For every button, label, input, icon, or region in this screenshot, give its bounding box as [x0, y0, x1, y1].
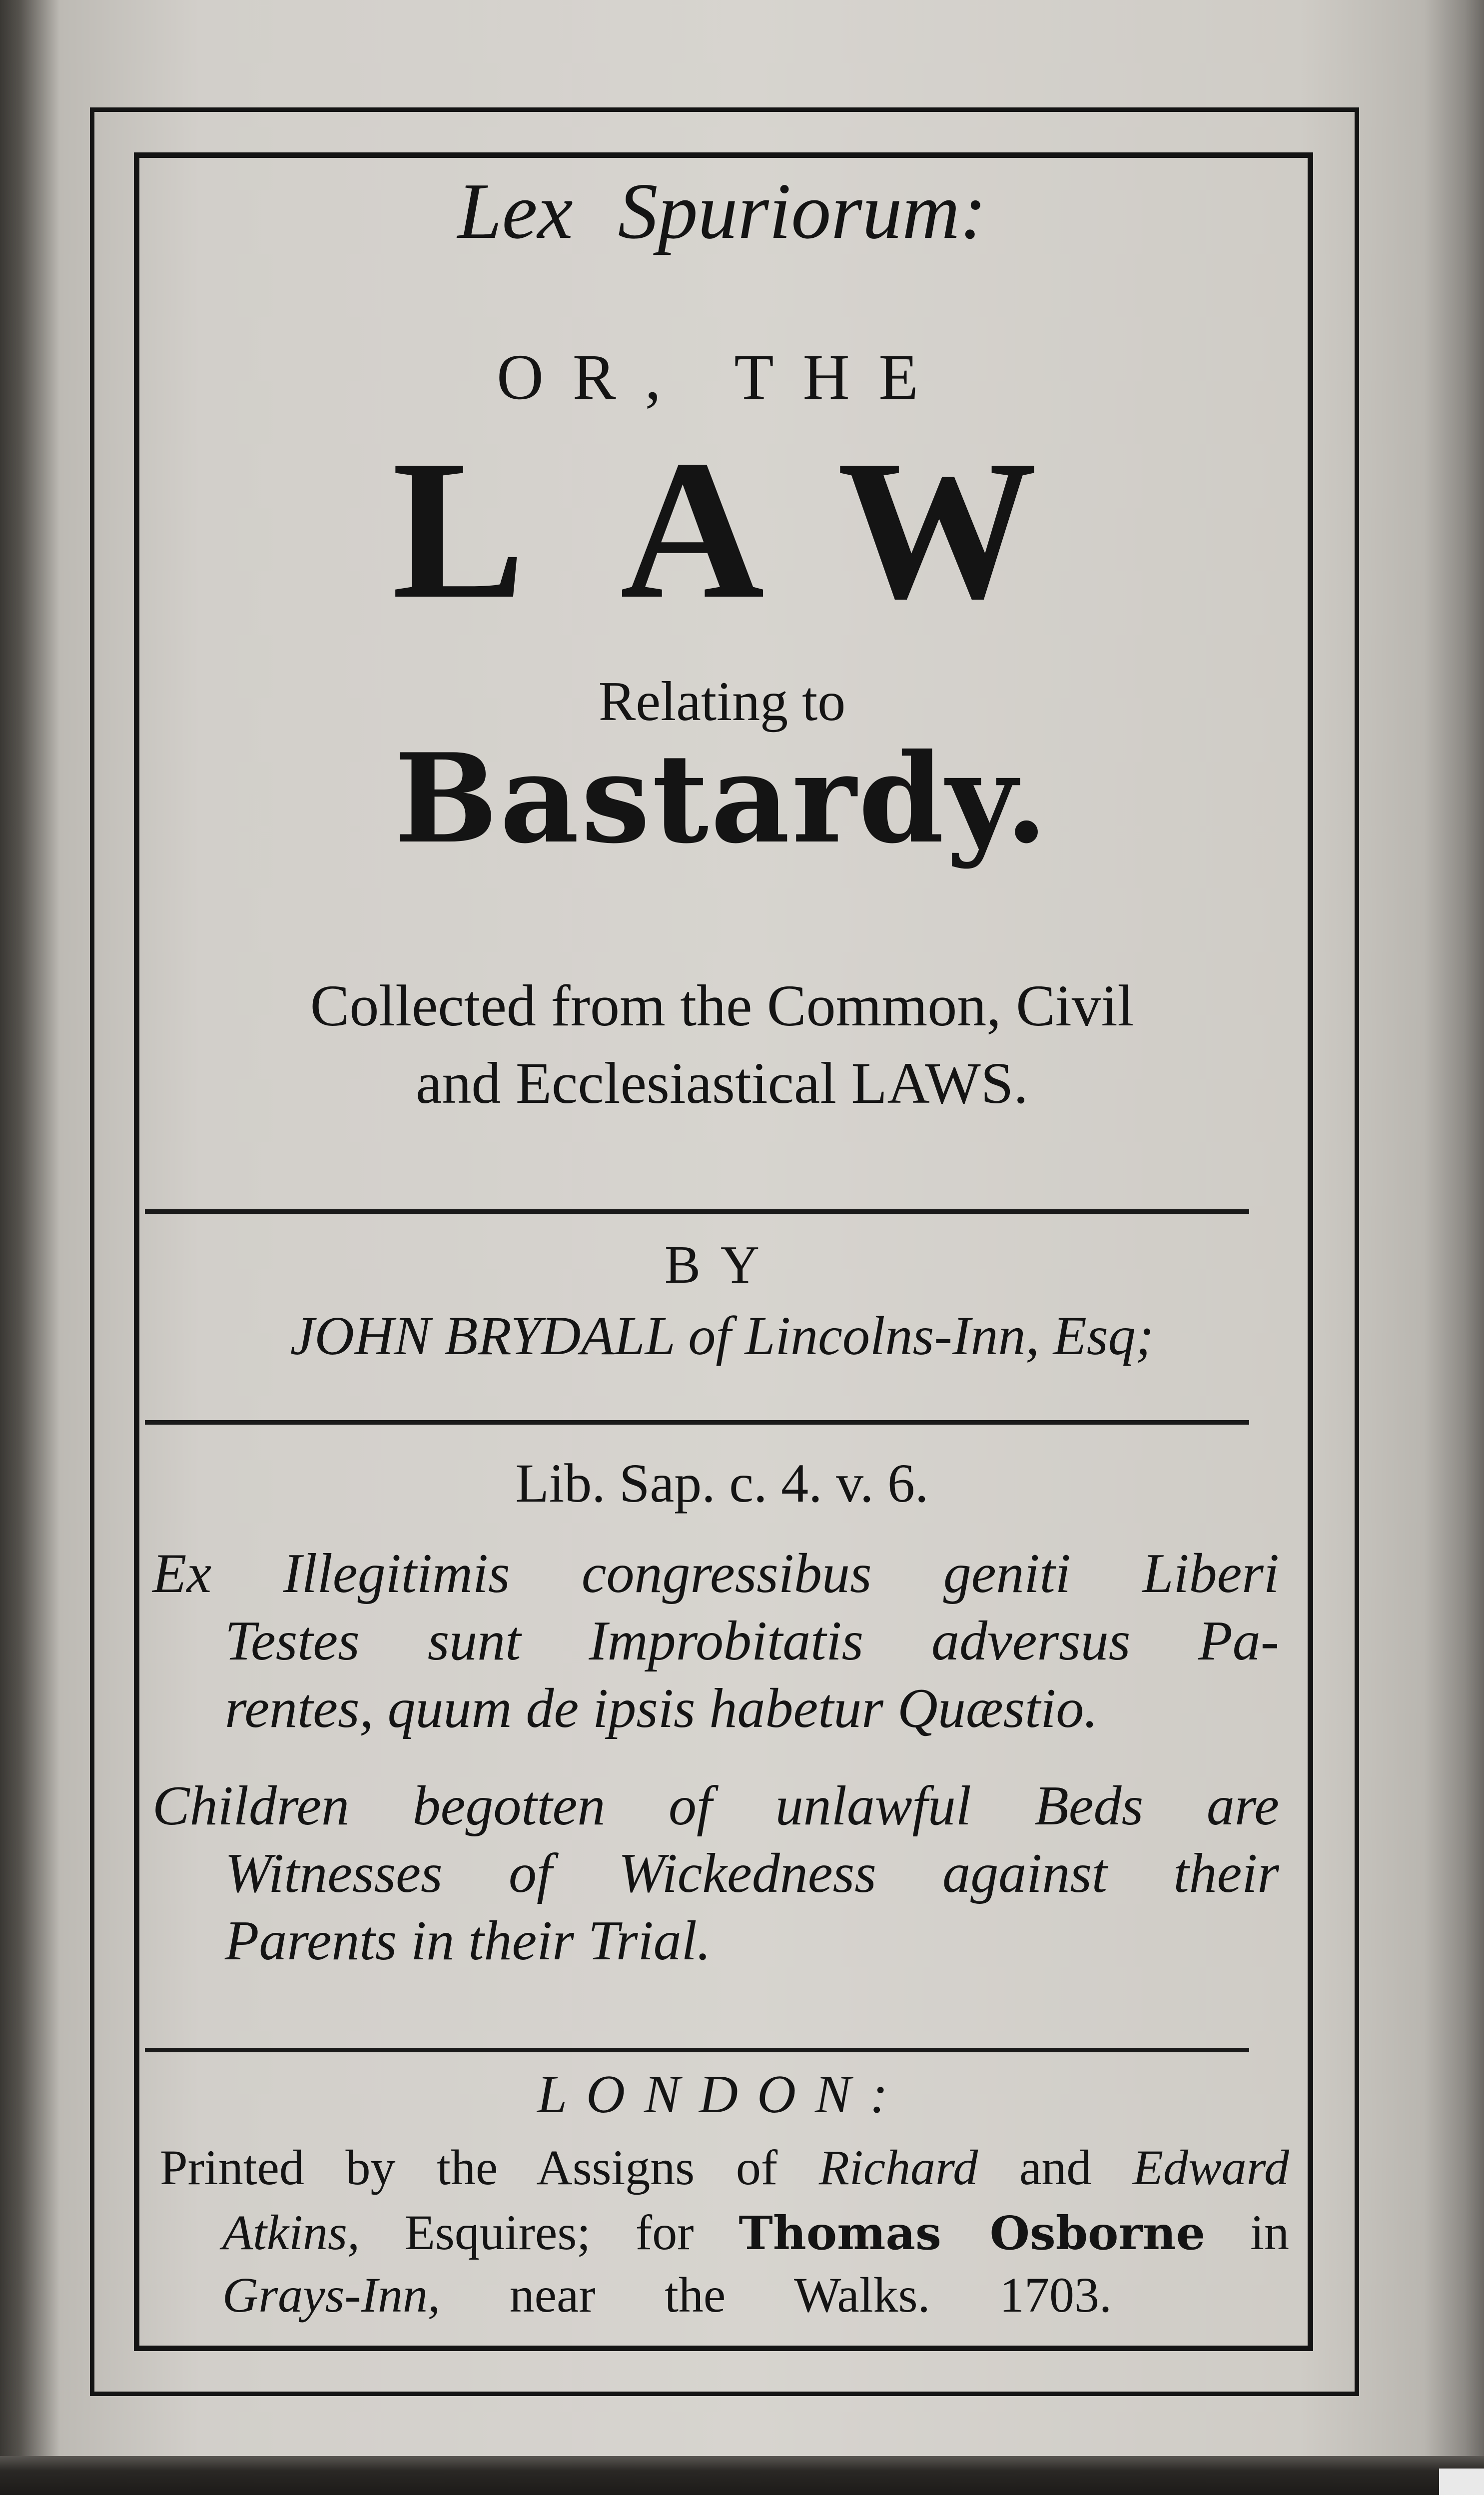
imprint-text: and: [1019, 2140, 1092, 2195]
imprint-name: Edward: [1133, 2140, 1290, 2195]
divider-rule: [145, 2048, 1249, 2052]
latin-quote-line: rentes, quum de ipsis habetur Quæstio.: [225, 1677, 1098, 1739]
imprint-line-2: [222, 2204, 1289, 2261]
divider-rule: [145, 1420, 1249, 1425]
english-quote-line: Witnesses of Wickedness against their: [225, 1842, 1279, 1904]
place-of-publication: LONDON:: [537, 2065, 907, 2124]
by-line: BY: [664, 1235, 780, 1295]
collected-line-1: Collected from the Common, Civil: [310, 973, 1134, 1038]
imprint-date: 1703.: [999, 2267, 1112, 2323]
imprint-line-3: [222, 2266, 1112, 2324]
imprint-bookseller: Thomas Osborne: [739, 2206, 1206, 2260]
law-heading: LAW: [392, 419, 1132, 640]
imprint-name: Atkins,: [222, 2205, 360, 2260]
or-the-line: OR, THE: [497, 341, 947, 413]
collected-line-2: and Ecclesiastical LAWS.: [416, 1050, 1028, 1116]
subject-heading: Bastardy.: [394, 727, 1050, 870]
imprint-text: near the Walks.: [509, 2267, 930, 2323]
imprint-text: Printed by the Assigns of: [160, 2140, 778, 2195]
imprint-text: in: [1250, 2205, 1289, 2260]
english-quote-line: Parents in their Trial.: [225, 1910, 711, 1972]
background-corner: [1439, 2469, 1484, 2495]
book-edge: [0, 2456, 1484, 2495]
latin-title: Lex Spuriorum:: [457, 166, 987, 255]
latin-quote-line: Testes sunt Improbitatis adversus Pa-: [225, 1610, 1279, 1672]
relating-to-line: Relating to: [598, 671, 846, 733]
divider-rule: [145, 1209, 1249, 1214]
imprint-place: Grays-Inn,: [222, 2267, 441, 2323]
imprint-name: Richard: [818, 2140, 978, 2195]
english-quote-line: Children begotten of unlawful Beds are: [152, 1775, 1279, 1837]
latin-quote-line: Ex Illegitimis congressibus geniti Liberi: [152, 1543, 1279, 1605]
citation: Lib. Sap. c. 4. v. 6.: [515, 1453, 929, 1514]
author-line: JOHN BRYDALL of Lincolns-Inn, Esq;: [290, 1305, 1154, 1366]
imprint-text: Esquires; for: [404, 2205, 694, 2260]
imprint-line-1: [160, 2139, 1289, 2196]
